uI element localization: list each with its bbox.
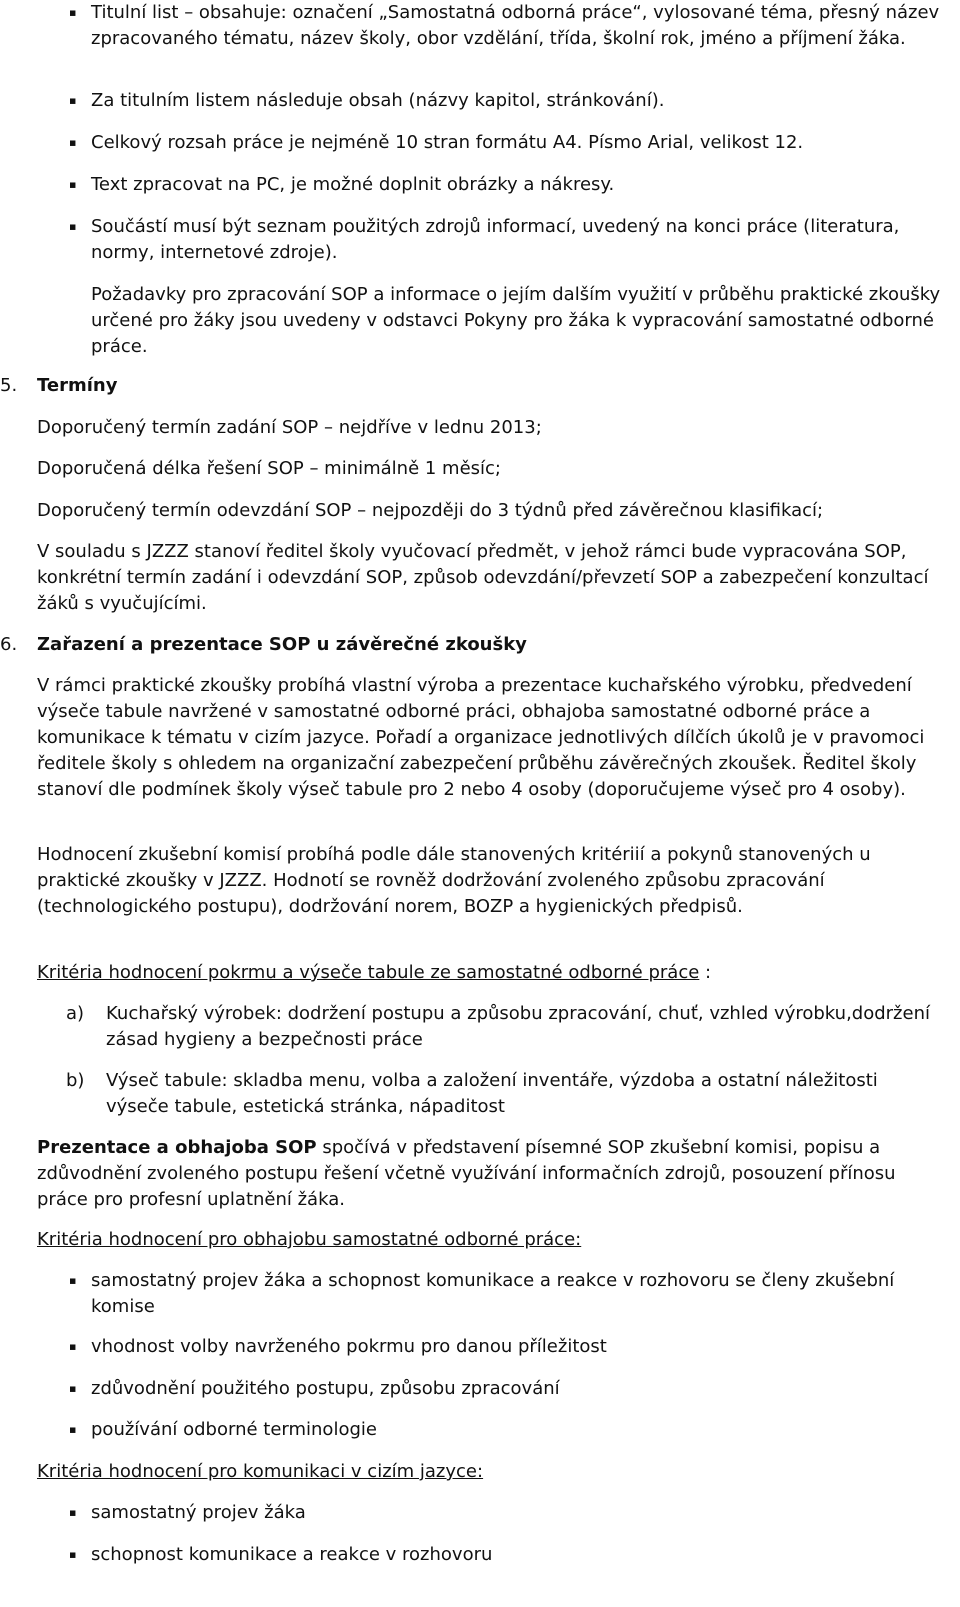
list-item — [69, 1376, 951, 1402]
paragraph: Doporučený termín zadání SOP – nejdříve v lednu 2013; — [37, 417, 542, 438]
list-item-text: Titulní list – obsahuje: označení „Samostatná odborná práce“, vylosované téma, přesný název zpracovaného tématu, název školy, obor vzdělání, třída, školní rok, jméno a příjmení žáka. — [91, 2, 940, 49]
criteria-heading-suffix: : — [699, 962, 712, 983]
bullet-icon: ▪ — [69, 94, 77, 107]
list-item-text: schopnost komunikace a reakce v rozhovoru — [91, 1544, 493, 1565]
paragraph: V souladu s JZZZ stanoví ředitel školy vyučovací předmět, v jehož rámci bude vypracována SOP, konkrétní termín zadání i odevzdání SOP, způsob odevzdání/převzetí SOP a zabezpečení konzultací žáků s vyučujícími. — [37, 541, 929, 614]
criteria-heading-text: Kritéria hodnocení pokrmu a výseče tabule ze samostatné odborné práce — [37, 962, 700, 983]
item-label: b) — [66, 1070, 85, 1091]
list-item — [66, 1068, 946, 1120]
bullet-icon: ▪ — [69, 136, 77, 149]
criteria-heading — [37, 960, 942, 986]
list-item-text: Text zpracovat na PC, je možné doplnit obrázky a nákresy. — [91, 174, 615, 195]
list-item — [69, 1542, 951, 1568]
section-6-heading — [0, 632, 527, 658]
list-item-text: vhodnost volby navrženého pokrmu pro danou příležitost — [91, 1336, 607, 1357]
criteria-heading-text: Kritéria hodnocení pro obhajobu samostatné odborné práce: — [37, 1229, 582, 1250]
bullet-icon: ▪ — [69, 1340, 77, 1353]
list-item — [69, 1268, 951, 1320]
presentation-rest: spočívá v představení písemné SOP zkušební komisi, popisu a zdůvodnění zvoleného postupu řešení včetně využívání informačních zdrojů, posouzení přínosu práce pro profesní uplatnění žáka. — [37, 1137, 896, 1210]
criteria-heading — [37, 1227, 942, 1253]
paragraph: Doporučený termín odevzdání SOP – nejpozději do 3 týdnů před závěrečnou klasifikací; — [37, 500, 824, 521]
section-number: 5. — [0, 375, 18, 396]
criteria-heading-text: Kritéria hodnocení pro komunikaci v cizím jazyce: — [37, 1461, 484, 1482]
bullet-icon: ▪ — [69, 1274, 77, 1287]
list-item — [69, 88, 951, 114]
list-item-text: Celkový rozsah práce je nejméně 10 stran formátu A4. Písmo Arial, velikost 12. — [91, 132, 804, 153]
item-label: a) — [66, 1003, 85, 1024]
list-item — [69, 172, 951, 198]
paragraph — [37, 1135, 942, 1213]
bullet-icon: ▪ — [69, 220, 77, 233]
requirements-note: Požadavky pro zpracování SOP a informace o jejím dalším využití v průběhu praktické zkoušky určené pro žáky jsou uvedeny v odstavci Pokyny pro žáka k vypracování samostatné odborné práce. — [91, 284, 941, 357]
paragraph: Hodnocení zkušební komisí probíhá podle dále stanovených kritériií a pokynů stanovených u praktické zkoušky v JZZZ. Hodnotí se rovněž dodržování zvoleného způsobu zpracování (technologického postupu), dodržování norem, BOZP a hygienických předpisů. — [37, 844, 871, 917]
presentation-bold: Prezentace a obhajoba SOP — [37, 1137, 317, 1158]
section-number: 6. — [0, 634, 18, 655]
item-text: Výseč tabule: skladba menu, volba a založení inventáře, výzdoba a ostatní náležitosti výseče tabule, estetická stránka, nápaditost — [106, 1070, 878, 1117]
paragraph: Doporučená délka řešení SOP – minimálně 1 měsíc; — [37, 458, 502, 479]
list-item — [69, 1417, 951, 1443]
list-item — [69, 130, 951, 156]
item-text: Kuchařský výrobek: dodržení postupu a způsobu zpracování, chuť, vzhled výrobku,dodržení zásad hygieny a bezpečnosti práce — [106, 1003, 930, 1050]
bullet-icon: ▪ — [69, 1548, 77, 1561]
list-item — [66, 1001, 946, 1053]
bullet-icon: ▪ — [69, 1423, 77, 1436]
list-item-text: zdůvodnění použitého postupu, způsobu zpracování — [91, 1378, 560, 1399]
bullet-icon: ▪ — [69, 6, 77, 19]
bullet-icon: ▪ — [69, 1382, 77, 1395]
paragraph: V rámci praktické zkoušky probíhá vlastní výroba a prezentace kuchařského výrobku, předvedení výseče tabule navržené v samostatné odborné práci, obhajoba samostatné odborné práce a komunikace k tématu v cizím jazyce. Pořadí a organizace jednotlivých dílčích úkolů je v pravomoci ředitele školy s ohledem na organizační zabezpečení průběhu závěrečných zkoušek. Ředitel školy stanoví dle podmínek školy výseč tabule pro 2 nebo 4 osoby (doporučujeme výseč pro 4 osoby). — [37, 675, 925, 800]
list-item — [69, 0, 951, 52]
list-item-text: samostatný projev žáka — [91, 1502, 306, 1523]
list-item-text: používání odborné terminologie — [91, 1419, 377, 1440]
list-item-text: Za titulním listem následuje obsah (názvy kapitol, stránkování). — [91, 90, 665, 111]
section-title: Termíny — [37, 375, 118, 396]
section-5-heading — [0, 373, 117, 399]
section-title: Zařazení a prezentace SOP u závěrečné zkoušky — [37, 634, 527, 655]
criteria-heading — [37, 1459, 942, 1485]
bullet-icon: ▪ — [69, 178, 77, 191]
list-item — [69, 214, 951, 266]
bullet-icon: ▪ — [69, 1506, 77, 1519]
list-item — [69, 1500, 951, 1526]
list-item — [69, 1334, 951, 1360]
list-item-text: samostatný projev žáka a schopnost komunikace a reakce v rozhovoru se členy zkušební komise — [91, 1270, 895, 1317]
list-item-text: Součástí musí být seznam použitých zdrojů informací, uvedený na konci práce (literatura, normy, internetové zdroje). — [91, 216, 900, 263]
